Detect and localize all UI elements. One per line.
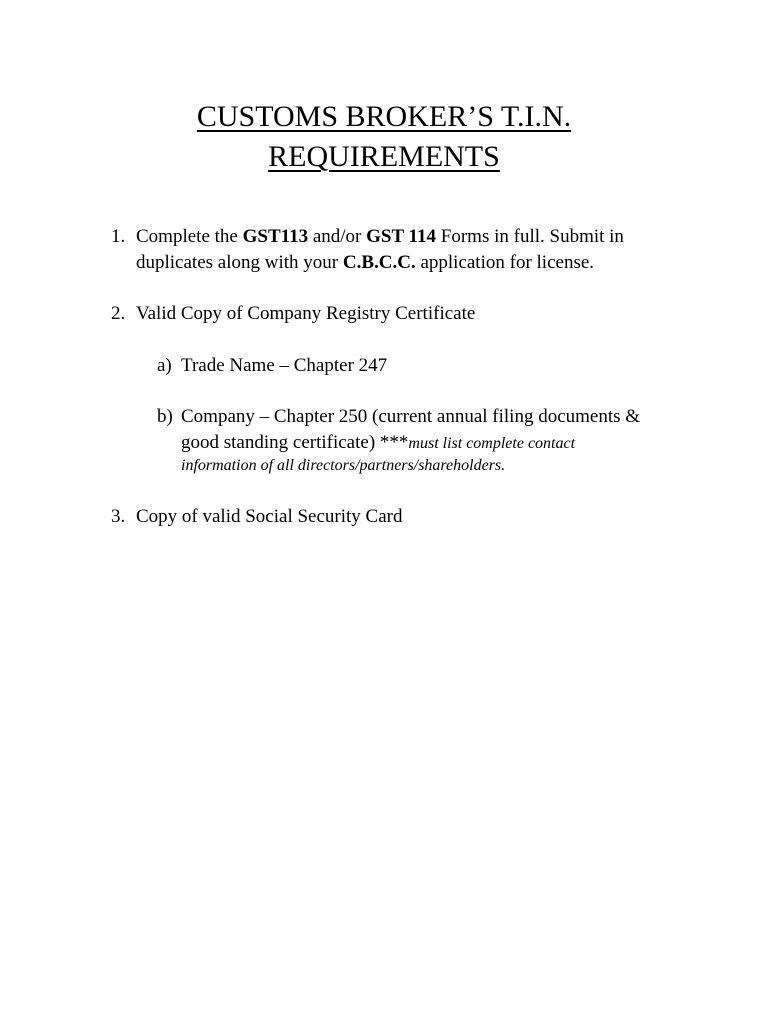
subitem-b-line-2 — [181, 430, 575, 457]
subitem-b-text: good standing certificate) *** — [181, 432, 409, 453]
item-1-text: duplicates along with your — [136, 252, 343, 273]
form-gst114: GST 114 — [366, 226, 437, 247]
item-1-text: Forms in full. Submit in — [436, 226, 624, 247]
subitem-b-line-1: Company – Chapter 250 (current annual filing documents & — [181, 406, 641, 427]
subitem-b-letter: b) — [157, 406, 173, 427]
item-1-text: Complete the — [136, 226, 243, 247]
cbcc-label: C.B.C.C. — [342, 252, 416, 273]
subitem-a-text: Trade Name – Chapter 247 — [181, 355, 388, 376]
contact-note: must list complete contact — [408, 435, 576, 452]
item-1-line-1 — [136, 224, 624, 250]
item-1-number: 1. — [111, 226, 126, 247]
subitem-b-line-3: information of all directors/partners/shareholders. — [181, 457, 506, 474]
item-3-number: 3. — [111, 506, 126, 527]
item-1-text: application for license. — [415, 252, 595, 273]
subitem-a-letter: a) — [157, 355, 172, 376]
item-3-text: Copy of valid Social Security Card — [136, 506, 403, 527]
item-1-line-2 — [136, 250, 594, 276]
document-title-line-2: REQUIREMENTS — [268, 140, 500, 173]
form-gst113: GST113 — [242, 226, 309, 247]
item-2-number: 2. — [111, 303, 126, 324]
document-title-line-1: CUSTOMS BROKER’S T.I.N. — [196, 100, 572, 133]
item-1-text: and/or — [308, 226, 367, 247]
item-2-text: Valid Copy of Company Registry Certificate — [136, 303, 476, 324]
